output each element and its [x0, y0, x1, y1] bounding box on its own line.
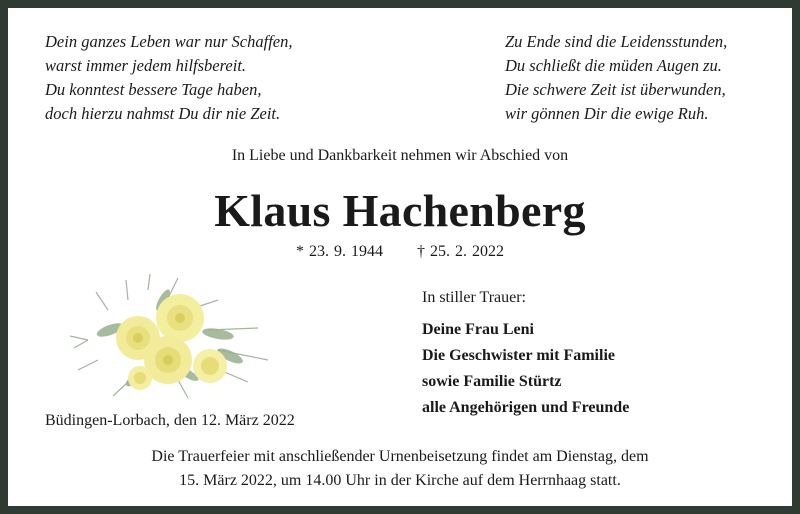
intro-text: In Liebe und Dankbarkeit nehmen wir Abschied von	[231, 147, 569, 164]
poem-left-line: doch hierzu nahmst Du dir nie Zeit.	[45, 104, 281, 123]
obituary-card	[8, 8, 792, 506]
poem-right-line: Die schwere Zeit ist überwunden,	[505, 80, 726, 99]
place-date: Büdingen-Lorbach, den 12. März 2022	[45, 412, 295, 429]
mourner-line: alle Angehörigen und Freunde	[422, 399, 630, 416]
mourner-line: sowie Familie Stürtz	[422, 373, 562, 390]
poem-left-line: Dein ganzes Leben war nur Schaffen,	[45, 32, 293, 51]
deceased-name: Klaus Hachenberg	[214, 185, 586, 236]
poem-right-line: wir gönnen Dir die ewige Ruh.	[505, 104, 709, 123]
ceremony-line: Die Trauerfeier mit anschließender Urnenbeisetzung findet am Dienstag, dem	[151, 448, 649, 465]
death-date: † 25. 2. 2022	[417, 243, 504, 260]
ceremony-line: 15. März 2022, um 14.00 Uhr in der Kirche auf dem Herrnhaag statt.	[179, 472, 621, 489]
birth-date: * 23. 9. 1944	[296, 243, 383, 260]
poem-right	[505, 30, 727, 126]
mourner-line: Die Geschwister mit Familie	[422, 347, 615, 364]
poem-left-line: warst immer jedem hilfsbereit.	[45, 56, 247, 75]
mourner-line: Deine Frau Leni	[422, 321, 534, 338]
poem-left-line: Du konntest bessere Tage haben,	[45, 80, 262, 99]
ceremony-notice	[8, 445, 792, 493]
poem-right-line: Zu Ende sind die Leidensstunden,	[505, 32, 728, 51]
poem-right-line: Du schließt die müden Augen zu.	[505, 56, 722, 75]
life-dates	[8, 243, 792, 261]
mourning-heading: In stiller Trauer:	[422, 289, 526, 306]
yellow-roses-image	[68, 270, 278, 400]
mourners-list	[422, 317, 629, 421]
poem-left	[45, 30, 292, 126]
